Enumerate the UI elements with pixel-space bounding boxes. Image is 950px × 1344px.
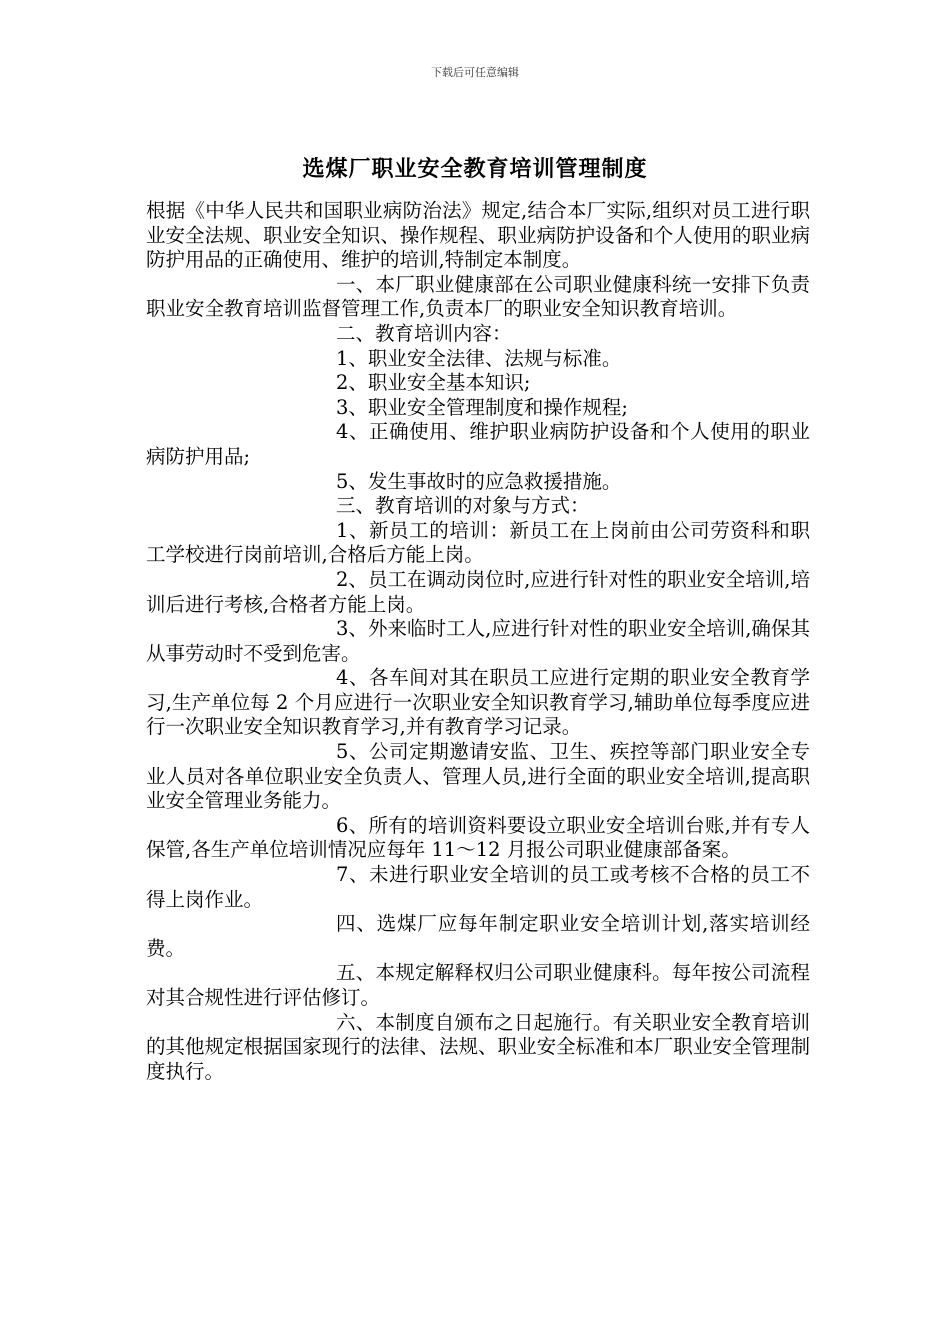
paragraph-intro: 根据《中华人民共和国职业病防治法》规定,结合本厂实际,组织对员工进行职业安全法规、职业安全知识、操作规程、职业病防护设备和个人使用的职业病防护用品的正确使用、维护的培训,特制定本制度。 bbox=[146, 199, 810, 272]
paragraph-item: 4、各车间对其在职员工应进行定期的职业安全教育学习,生产单位每 2 个月应进行一次职业安全知识教育学习,辅助单位每季度应进行一次职业安全知识教育学习,并有教育学习记录。 bbox=[146, 666, 810, 739]
paragraph-item: 3、外来临时工人,应进行针对性的职业安全培训,确保其从事劳动时不受到危害。 bbox=[146, 617, 810, 665]
paragraph-item: 7、未进行职业安全培训的员工或考核不合格的员工不得上岗作业。 bbox=[146, 863, 810, 911]
paragraph-item: 2、员工在调动岗位时,应进行针对性的职业安全培训,培训后进行考核,合格者方能上岗。 bbox=[146, 567, 810, 616]
paragraph-item: 1、职业安全法律、法规与标准。 bbox=[336, 346, 622, 370]
paragraph-section-4: 四、选煤厂应每年制定职业安全培训计划,落实培训经费。 bbox=[146, 912, 810, 960]
paragraph-item: 4、正确使用、维护职业病防护设备和个人使用的职业病防护用品; bbox=[146, 420, 810, 468]
paragraph-section-6: 六、本制度自颁布之日起施行。有关职业安全教育培训的其他规定根据国家现行的法律、法规、职业安全标准和本厂职业安全管理制度执行。 bbox=[146, 1010, 810, 1083]
paragraph-item: 5、公司定期邀请安监、卫生、疾控等部门职业安全专业人员对各单位职业安全负责人、管理人员,进行全面的职业安全培训,提高职业安全管理业务能力。 bbox=[146, 740, 810, 813]
paragraph-item: 5、发生事故时的应急救援措施。 bbox=[336, 469, 622, 493]
paragraph-item: 2、职业安全基本知识; bbox=[336, 371, 531, 395]
paragraph-section-5: 五、本规定解释权归公司职业健康科。每年按公司流程对其合规性进行评估修订。 bbox=[146, 961, 810, 1009]
paragraph-section-2-heading: 二、教育培训内容： bbox=[336, 321, 512, 345]
document-title: 选煤厂职业安全教育培训管理制度 bbox=[302, 156, 648, 182]
paragraph-item: 3、职业安全管理制度和操作规程; bbox=[336, 395, 628, 419]
paragraph-item: 6、所有的培训资料要设立职业安全培训台账,并有专人保管,各生产单位培训情况应每年 11～12 月报公司职业健康部备案。 bbox=[146, 813, 810, 862]
header-note: 下载后可任意编辑 bbox=[431, 66, 519, 79]
paragraph-section-3-heading: 三、教育培训的对象与方式： bbox=[336, 494, 590, 518]
paragraph-item: 1、新员工的培训：新员工在上岗前由公司劳资科和职工学校进行岗前培训,合格后方能上岗。 bbox=[146, 518, 810, 567]
paragraph-section-1: 一、本厂职业健康部在公司职业健康科统一安排下负责职业安全教育培训监督管理工作,负责本厂的职业安全知识教育培训。 bbox=[146, 272, 810, 321]
document-body bbox=[146, 199, 810, 1084]
